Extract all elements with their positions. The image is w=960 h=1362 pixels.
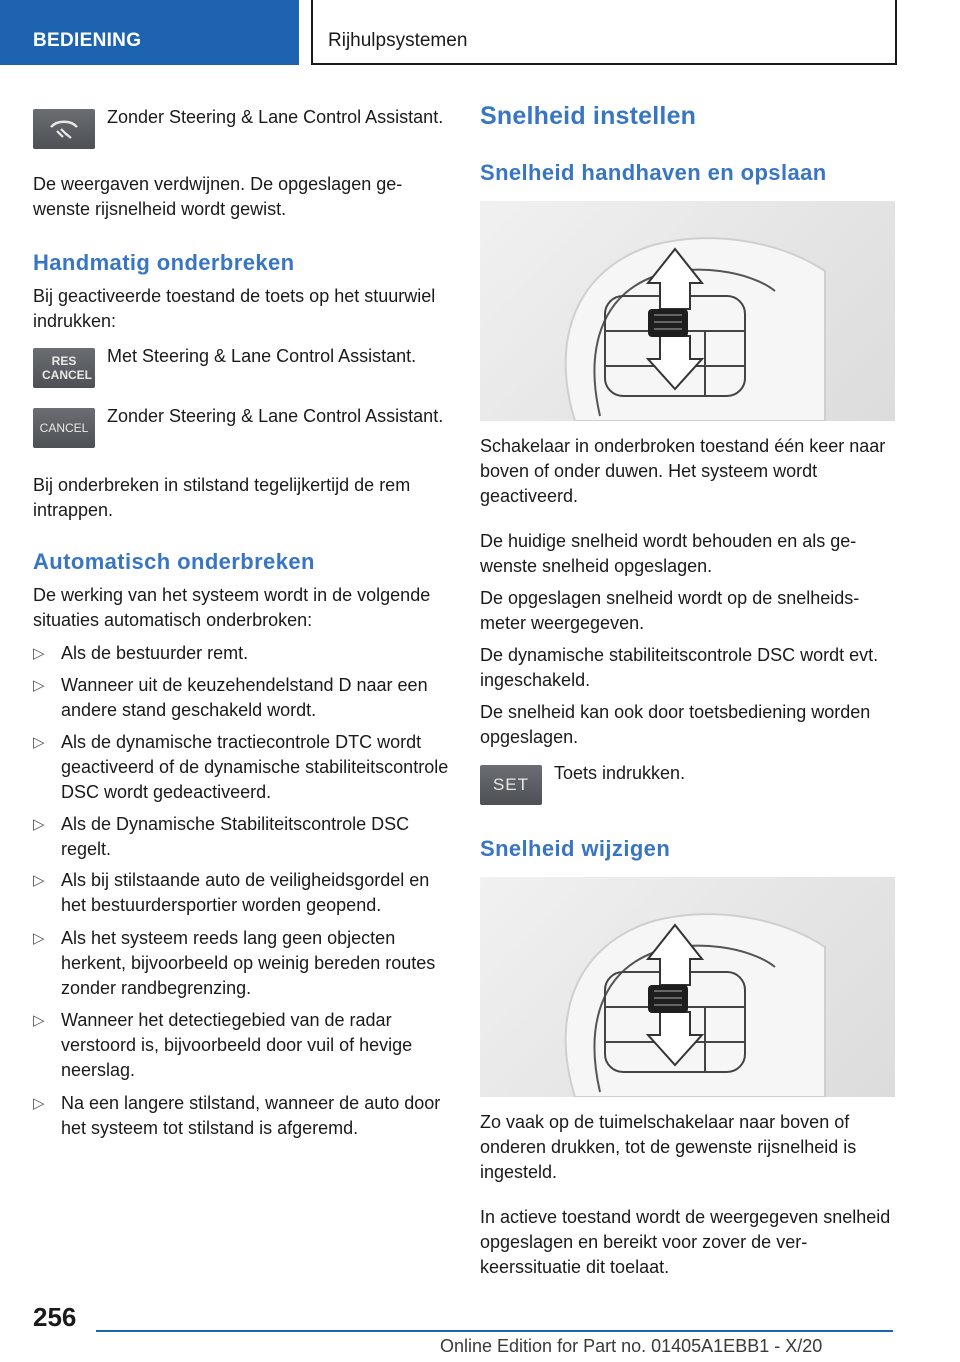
steering-wheel-rocker-image — [480, 877, 895, 1097]
section-tab — [0, 0, 299, 65]
row1-text: Zonder Steering & Lane Control Assistant. — [107, 107, 444, 127]
paragraph-dsc: De dynamische stabiliteitscontrole DSC wordt evt. ingeschakeld. — [480, 645, 879, 690]
paragraph-display: De weergaven verdwijnen. De opgeslagen gewenste rijsnelheid wordt gewist. — [33, 174, 403, 219]
footer-divider — [96, 1330, 893, 1332]
page-number: 256 — [33, 1302, 77, 1332]
heading-change: Snelheid wijzigen — [480, 836, 671, 861]
paragraph-button: De snelheid kan ook door toetsbediening worden opgeslagen. — [480, 702, 871, 747]
paragraph-auto: De werking van het systeem wordt in de volgende situaties automatisch onderbroken: — [33, 585, 431, 630]
paragraph-shown: De opgeslagen snelheid wordt op de snelheidsmeter weergegeven. — [480, 588, 860, 633]
chapter-tab — [311, 0, 897, 65]
triangle-bullet-icon: ▷ — [33, 645, 45, 662]
chapter-title: Rijhulpsystemen — [328, 30, 468, 51]
paragraph-manual: Bij geactiveerde toestand de toets op het stuurwiel indrukken: — [33, 286, 436, 331]
paragraph-rocker: Zo vaak op de tuimelschakelaar naar boven of onderen drukken, tot de gewenste rijsnelheid is ingesteld. — [480, 1112, 857, 1182]
paragraph-switch: Schakelaar in onderbroken toestand één keer naar boven of onder duwen. Het systeem wordt geactiveerd. — [480, 436, 886, 506]
set-row-text: Toets indrukken. — [554, 763, 686, 783]
edition-text: Online Edition for Part no. 01405A1EBB1 - X/20 — [440, 1336, 823, 1356]
section-title: BEDIENING — [33, 30, 142, 51]
paragraph-active: In actieve toestand wordt de weergegeven snelheid opgeslagen en bereikt voor zover de verkeerssituatie dit toelaat. — [480, 1207, 891, 1277]
heading-auto: Automatisch onderbreken — [33, 549, 315, 574]
triangle-bullet-icon: ▷ — [33, 734, 45, 751]
triangle-bullet-icon: ▷ — [33, 872, 45, 889]
cancel-button-icon: CANCEL — [33, 408, 95, 448]
heading-manual: Handmatig onderbreken — [33, 250, 295, 275]
row3-text: Zonder Steering & Lane Control Assistant. — [107, 406, 444, 426]
res-cancel-button-icon: RES CANCEL — [33, 348, 95, 388]
triangle-bullet-icon: ▷ — [33, 816, 45, 833]
paragraph-stop: Bij onderbreken in stilstand tegelijkertijd de rem intrappen. — [33, 475, 411, 520]
steering-assist-off-icon — [33, 109, 95, 149]
triangle-bullet-icon: ▷ — [33, 930, 45, 947]
triangle-bullet-icon: ▷ — [33, 677, 45, 694]
heading-speed-set: Snelheid instellen — [480, 102, 697, 130]
triangle-bullet-icon: ▷ — [33, 1095, 45, 1112]
row2-text: Met Steering & Lane Control Assistant. — [107, 346, 417, 366]
set-button-icon: SET — [480, 765, 542, 805]
paragraph-current: De huidige snelheid wordt behouden en als gewenste snelheid opgeslagen. — [480, 531, 857, 576]
triangle-bullet-icon: ▷ — [33, 1012, 45, 1029]
steering-wheel-switch-image — [480, 201, 895, 421]
heading-keep-store: Snelheid handhaven en opslaan — [480, 160, 827, 185]
